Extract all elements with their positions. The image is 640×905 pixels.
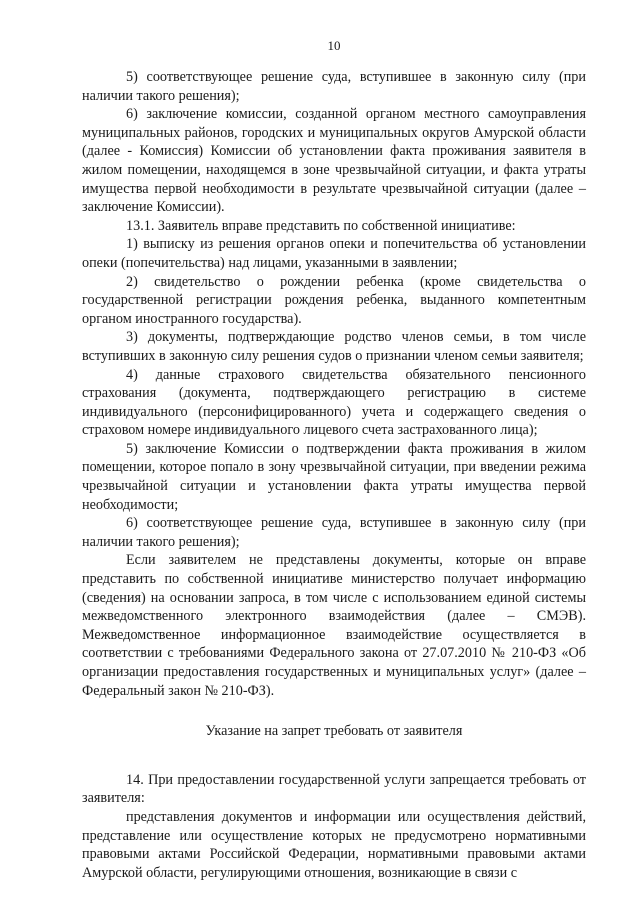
section-heading: Указание на запрет требовать от заявителя — [205, 723, 463, 740]
paragraph-pension-insurance: 4) данные страхового свидетельства обязательного пенсионного страхования (документа, подтверждающего регистрацию в системе индивидуального (персонифицированного) учета и содержащего сведения о страховом номере индивидуального лицевого счета застрахованного лица); — [82, 366, 586, 439]
paragraph-court-decision: 5) соответствующее решение суда, вступившее в законную силу (при наличии такого решения); — [82, 69, 586, 104]
paragraph-smev-request: Если заявителем не представлены документы, которые он вправе представить по собственной инициативе министерство получает информацию (сведения) на основании запроса, в том числе с использованием единой системы межведомственного электронного взаимодействия (далее – СМЭВ). Межведомственное информационное взаимодействие осуществляется в соответствии с требованиями Федерального закона от 27.07.2010 № 210-ФЗ «Об организации предоставления государственных и муниципальных услуг» (далее – Федеральный закон № 210-ФЗ). — [82, 552, 586, 699]
paragraph-14-prohibition: 14. При предоставлении государственной услуги запрещается требовать от заявителя: — [82, 771, 586, 807]
paragraph-document-requirements: представления документов и информации или осуществления действий, представление или осуществление которых не предусмотрено нормативными правовыми актами Российской Федерации, нормативными правовыми актами Амурской области, регулирующими отношения, возникающие в связи с — [82, 808, 586, 881]
paragraph-commission-residence: 5) заключение Комиссии о подтверждении факта проживания в жилом помещении, которое попало в зону чрезвычайной ситуации, при введении режима чрезвычайной ситуации и установлении факта утраты имущества первой необходимости; — [82, 440, 586, 513]
document-body — [82, 68, 586, 882]
paragraph-13-1-intro: 13.1. Заявитель вправе представить по собственной инициативе: — [126, 217, 516, 234]
paragraph-kinship-documents: 3) документы, подтверждающие родство членов семьи, в том числе вступивших в законную силу решения судов о признании членом семьи заявителя; — [82, 329, 586, 364]
paragraph-commission-conclusion: 6) заключение комиссии, созданной органом местного самоуправления муниципальных районов, городских и муниципальных округов Амурской области (далее - Комиссия) Комиссии об установлении факта проживания заявителя в жилом помещении, находящемся в зоне чрезвычайной ситуации, и факта утраты имущества первой необходимости в результате чрезвычайной ситуации (далее – заключение Комиссии). — [82, 106, 586, 216]
paragraph-court-decision-2: 6) соответствующее решение суда, вступившее в законную силу (при наличии такого решения); — [82, 515, 586, 550]
paragraph-guardianship-extract: 1) выписку из решения органов опеки и попечительства об установлении опеки (попечительства) над лицами, указанными в заявлении; — [82, 236, 586, 271]
page-number: 10 — [327, 38, 341, 53]
paragraph-birth-certificate: 2) свидетельство о рождении ребенка (кроме свидетельства о государственной регистрации рождения ребенка, выданного компетентным органом иностранного государства). — [82, 273, 586, 327]
